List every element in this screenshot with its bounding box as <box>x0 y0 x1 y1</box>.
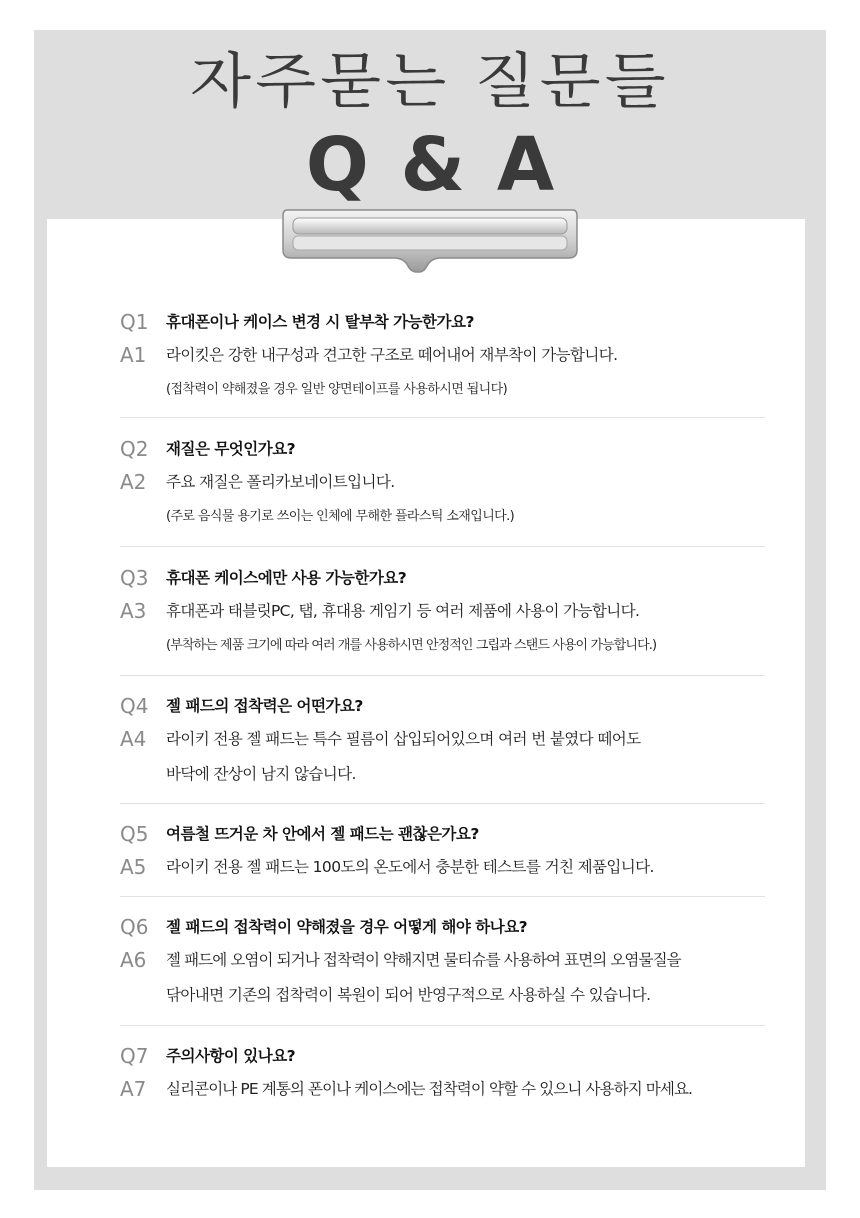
answer-text: 라이키 전용 젤 패드는 100도의 온도에서 충분한 테스트를 거친 제품입니다. <box>166 858 654 876</box>
answer-label: A4 <box>120 727 147 751</box>
divider <box>120 546 765 547</box>
question-text: 주의사항이 있나요? <box>166 1047 296 1065</box>
answer-text-line2: 바닥에 잔상이 남지 않습니다. <box>166 765 356 783</box>
answer-note: (접착력이 약해졌을 경우 일반 양면테이프를 사용하시면 됩니다) <box>166 382 508 397</box>
answer-text: 휴대폰과 태블릿PC, 탭, 휴대용 게임기 등 여러 제품에 사용이 가능합니다. <box>166 602 640 620</box>
question-label: Q4 <box>120 694 149 718</box>
question-label: Q3 <box>120 566 149 590</box>
answer-text-line2: 닦아내면 기존의 접착력이 복원이 되어 반영구적으로 사용하실 수 있습니다. <box>166 986 651 1004</box>
question-text: 젤 패드의 접착력은 어떤가요? <box>166 697 363 715</box>
answer-label: A7 <box>120 1077 147 1101</box>
question-text: 휴대폰 케이스에만 사용 가능한가요? <box>166 569 407 587</box>
divider <box>120 1025 765 1026</box>
divider <box>120 896 765 897</box>
divider <box>120 803 765 804</box>
question-text: 젤 패드의 접착력이 약해졌을 경우 어떻게 해야 하나요? <box>166 918 528 936</box>
question-text: 휴대폰이나 케이스 변경 시 탈부착 가능한가요? <box>166 313 474 331</box>
answer-label: A6 <box>120 948 147 972</box>
page-title: 자주묻는 질문들 <box>190 47 670 117</box>
answer-text: 실리콘이나 PE 계통의 폰이나 케이스에는 접착력이 약할 수 있으니 사용하지 마세요. <box>166 1080 693 1098</box>
answer-label: A2 <box>120 470 147 494</box>
question-text: 재질은 무엇인가요? <box>166 440 296 458</box>
answer-label: A1 <box>120 343 147 367</box>
answer-text: 주요 재질은 폴리카보네이트입니다. <box>166 473 395 491</box>
clipboard-clip-icon <box>281 206 579 276</box>
question-label: Q1 <box>120 310 149 334</box>
question-text: 여름철 뜨거운 차 안에서 젤 패드는 괜찮은가요? <box>166 825 479 843</box>
question-label: Q2 <box>120 437 149 461</box>
answer-note: (주로 음식물 용기로 쓰이는 인체에 무해한 플라스틱 소재입니다.) <box>166 509 515 524</box>
question-label: Q5 <box>120 822 149 846</box>
divider <box>120 417 765 418</box>
answer-text: 젤 패드에 오염이 되거나 접착력이 약해지면 물티슈를 사용하여 표면의 오염물질을 <box>166 951 681 969</box>
page-subtitle: Q & A <box>305 122 555 208</box>
divider <box>120 675 765 676</box>
answer-text: 라이키 전용 젤 패드는 특수 필름이 삽입되어있으며 여러 번 붙였다 떼어도 <box>166 730 641 748</box>
answer-note: (부착하는 제품 크기에 따라 여러 개를 사용하시면 안정적인 그립과 스탠드 사용이 가능합니다.) <box>166 638 657 653</box>
answer-label: A5 <box>120 855 147 879</box>
answer-label: A3 <box>120 599 147 623</box>
question-label: Q6 <box>120 915 149 939</box>
question-label: Q7 <box>120 1044 149 1068</box>
answer-text: 라이킷은 강한 내구성과 견고한 구조로 떼어내어 재부착이 가능합니다. <box>166 346 618 364</box>
